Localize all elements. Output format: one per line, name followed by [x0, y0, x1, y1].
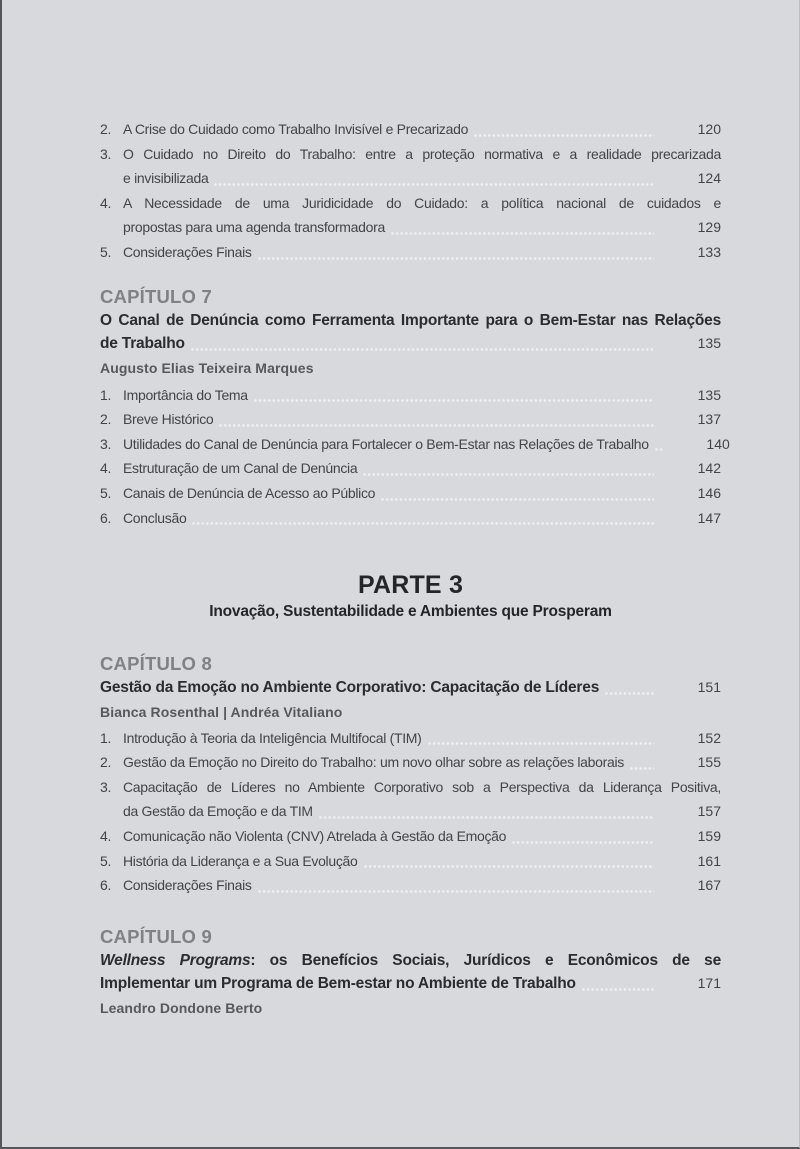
- chapter9-title-text: Implementar um Programa de Bem-estar no Ambiente de Trabalho: [100, 975, 576, 993]
- item-title: Estruturação de um Canal de Denúncia: [123, 460, 358, 477]
- item-title: Considerações Finais: [123, 877, 252, 894]
- dot-leader: [474, 134, 654, 137]
- toc-item: [100, 456, 721, 481]
- item-number: 3.: [100, 778, 112, 795]
- item-number: 2.: [100, 754, 112, 771]
- part3-label: PARTE 3: [357, 571, 464, 600]
- item-number: 4.: [100, 194, 112, 211]
- toc-item: [100, 824, 721, 849]
- item-page-number: 155: [697, 754, 721, 771]
- item-number: 2.: [100, 411, 112, 428]
- dot-leader: [258, 890, 654, 893]
- item-title-line1: Capacitação de Líderes no Ambiente Corporativo sob a Perspectiva da Liderança Positiva,: [123, 778, 721, 795]
- chapter9-label: CAPÍTULO 9: [100, 925, 212, 947]
- chapter9-block: [100, 925, 721, 1019]
- part3-subtitle: Inovação, Sustentabilidade e Ambientes que Prosperam: [209, 603, 612, 621]
- dot-leader: [655, 448, 663, 451]
- chapter7-items: [100, 383, 730, 531]
- item-title: Gestão da Emoção no Direito do Trabalho: um novo olhar sobre as relações laborais: [123, 754, 624, 771]
- toc-item: [100, 383, 721, 408]
- chapter8-page-number: 151: [697, 679, 721, 696]
- chapter8-items: [100, 726, 721, 898]
- item-number: 1.: [100, 729, 112, 746]
- item-title: Considerações Finais: [123, 243, 252, 260]
- chapter9-page-number: 171: [697, 975, 721, 992]
- part3-heading: [100, 570, 721, 624]
- chapter7-title-line1: O Canal de Denúncia como Ferramenta Importante para o Bem-Estar nas Relações: [100, 311, 721, 329]
- item-title: História da Liderança e a Sua Evolução: [123, 852, 358, 869]
- toc-item: [100, 506, 721, 531]
- item-number: 4.: [100, 460, 112, 477]
- item-page-number: 135: [697, 386, 721, 403]
- item-number: 6.: [100, 509, 112, 526]
- dot-leader: [364, 865, 654, 868]
- toc-item: [100, 432, 730, 457]
- toc-item: [100, 750, 721, 775]
- item-page-number: 137: [697, 411, 721, 428]
- item-title: Introdução à Teoria da Inteligência Multifocal (TIM): [123, 729, 422, 746]
- dot-leader: [381, 498, 654, 501]
- chapter7-author: Augusto Elias Teixeira Marques: [100, 359, 314, 376]
- item-number: 3.: [100, 145, 112, 162]
- item-page-number: 159: [697, 828, 721, 844]
- toc-item: [100, 240, 721, 265]
- item-title: Conclusão: [123, 509, 187, 526]
- chapter7-page-number: 135: [697, 335, 721, 352]
- toc-item: [100, 775, 721, 800]
- chapter8-title-text: Gestão da Emoção no Ambiente Corporativo: Capacitação de Líderes: [100, 679, 600, 697]
- chapter7-title-text: de Trabalho: [100, 335, 185, 353]
- item-page-number: 167: [697, 877, 721, 894]
- dot-leader: [258, 257, 654, 260]
- dot-leader: [214, 183, 654, 186]
- chapter9-title-italic: Wellness Programs: [100, 951, 251, 969]
- item-number: 6.: [100, 877, 112, 894]
- chapter8-block: [100, 652, 721, 723]
- item-page-number: 129: [697, 219, 721, 236]
- item-title-line2: da Gestão da Emoção e da TIM: [123, 803, 313, 820]
- dot-leader: [630, 767, 654, 770]
- item-title: Breve Histórico: [123, 411, 214, 428]
- chapter7-title-line2: [100, 332, 721, 356]
- item-page-number: 140: [706, 435, 730, 452]
- item-title-line1: O Cuidado no Direito do Trabalho: entre a proteção normativa e a realidade precarizada: [123, 145, 721, 162]
- dot-leader: [512, 841, 654, 844]
- dot-leader: [605, 692, 654, 695]
- item-page-number: 142: [697, 460, 721, 477]
- dot-leader: [254, 399, 654, 402]
- chapter8-title: [100, 676, 721, 700]
- item-title: Importância do Tema: [123, 386, 248, 403]
- item-page-number: 120: [697, 121, 721, 137]
- item-number: 3.: [100, 435, 112, 452]
- dot-leader: [319, 816, 654, 819]
- item-page-number: 146: [697, 484, 721, 501]
- item-page-number: 133: [697, 243, 721, 260]
- chapter9-title-line1: [100, 949, 721, 973]
- toc-section-cuidado: [100, 117, 721, 265]
- item-number: 5.: [100, 852, 112, 869]
- toc-item: [100, 142, 721, 167]
- toc-item: [100, 873, 721, 898]
- toc-item-continuation: [100, 166, 721, 191]
- dot-leader: [582, 988, 654, 991]
- toc-item: [100, 191, 721, 216]
- item-title-line1: A Necessidade de uma Juridicidade do Cuidado: a política nacional de cuidados e: [123, 194, 721, 211]
- toc-item: [100, 407, 721, 432]
- chapter9-title-rest: : os Benefícios Sociais, Jurídicos e Econômicos de se: [250, 951, 721, 969]
- item-title-line2: propostas para uma agenda transformadora: [123, 219, 385, 236]
- dot-leader: [219, 424, 654, 427]
- dot-leader: [428, 742, 654, 745]
- toc-item: [100, 849, 721, 874]
- chapter9-title-line2: [100, 972, 721, 996]
- item-page-number: 157: [697, 803, 721, 820]
- dot-leader: [363, 473, 654, 476]
- item-title: Comunicação não Violenta (CNV) Atrelada à Gestão da Emoção: [123, 828, 507, 844]
- item-number: 1.: [100, 386, 112, 403]
- dot-leader: [192, 522, 654, 525]
- item-title-line2: e invisibilizada: [123, 170, 209, 187]
- item-number: 5.: [100, 243, 112, 260]
- item-page-number: 152: [697, 729, 721, 746]
- item-number: 2.: [100, 121, 112, 137]
- chapter9-author: Leandro Dondone Berto: [100, 999, 263, 1016]
- item-number: 5.: [100, 484, 112, 501]
- dot-leader: [391, 232, 654, 235]
- item-title: Canais de Denúncia de Acesso ao Público: [123, 484, 376, 501]
- item-page-number: 124: [697, 170, 721, 187]
- dot-leader: [191, 348, 654, 351]
- toc-item: [100, 726, 721, 751]
- toc-item-continuation: [100, 799, 721, 824]
- chapter7-block: [100, 285, 721, 379]
- item-title: Utilidades do Canal de Denúncia para Fortalecer o Bem-Estar nas Relações de Trabalho: [123, 435, 649, 452]
- toc-item: [100, 481, 721, 506]
- item-title: A Crise do Cuidado como Trabalho Invisível e Precarizado: [123, 121, 469, 137]
- chapter8-authors: Bianca Rosenthal | Andréa Vitaliano: [100, 703, 343, 720]
- item-page-number: 147: [697, 509, 721, 526]
- chapter8-label: CAPÍTULO 8: [100, 653, 212, 675]
- chapter7-label: CAPÍTULO 7: [100, 285, 212, 307]
- item-page-number: 161: [697, 852, 721, 869]
- toc-item-continuation: [100, 215, 721, 240]
- toc-item: [100, 117, 721, 142]
- item-number: 4.: [100, 828, 112, 844]
